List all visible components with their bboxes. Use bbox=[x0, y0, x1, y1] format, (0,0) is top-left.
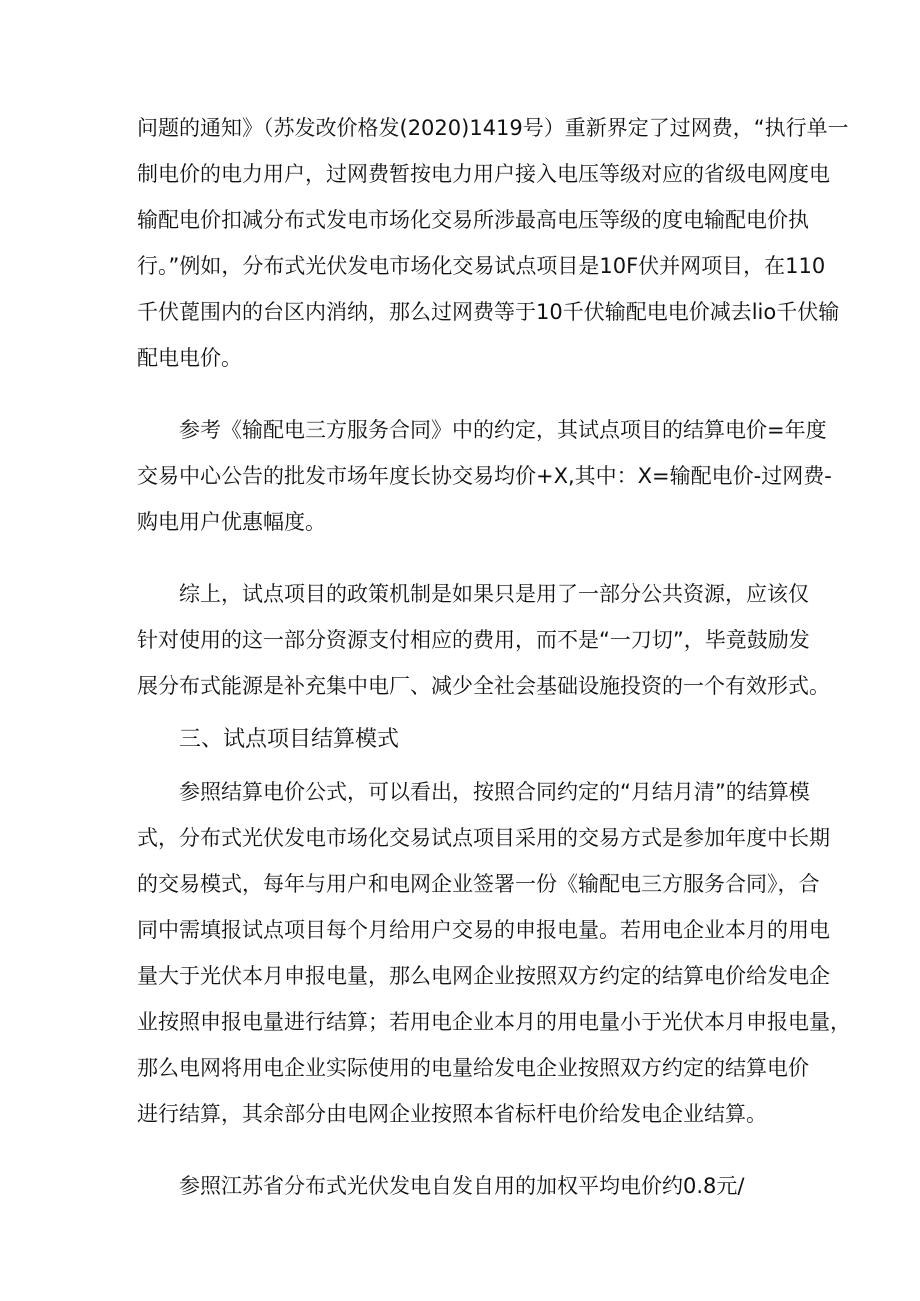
text-line: 参照江苏省分布式光伏发电自发自用的加权平均电价约0.8元/ bbox=[179, 1174, 745, 1198]
text-line: 参考《输配电三方服务合同》中的约定，其试点项目的结算电价=年度 bbox=[179, 418, 827, 442]
text-line: 行。”例如，分布式光伏发电市场化交易试点项目是10F伏并网项目，在110 bbox=[137, 254, 826, 278]
paragraph-3 bbox=[137, 571, 830, 709]
paragraph-4 bbox=[137, 769, 851, 1137]
text-line: 式，分布式光伏发电市场化交易试点项目采用的交易方式是参加年度中长期 bbox=[137, 826, 830, 850]
section-heading: 三、试点项目结算模式 bbox=[179, 727, 400, 752]
text-line: 参照结算电价公式，可以看出，按照合同约定的“月结月清”的结算模 bbox=[179, 780, 810, 804]
text-line: 制电价的电力用户，过网费暂按电力用户接入电压等级对应的省级电网度电 bbox=[137, 162, 830, 186]
text-line: 针对使用的这一部分资源支付相应的费用，而不是“一刀切”，毕竟鼓励发 bbox=[137, 628, 810, 652]
text-line: 那么电网将用电企业实际使用的电量给发电企业按照双方约定的结算电价 bbox=[137, 1056, 809, 1080]
text-line: 综上，试点项目的政策机制是如果只是用了一部分公共资源，应该仅 bbox=[179, 582, 809, 606]
text-line: 输配电价扣减分布式发电市场化交易所涉最高电压等级的度电输配电价执 bbox=[137, 208, 809, 232]
text-line: 交易中心公告的批发市场年度长协交易均价+X,其中：X=输配电价-过网费- bbox=[137, 464, 832, 488]
document-page bbox=[137, 105, 851, 1235]
text-line: 进行结算，其余部分由电网企业按照本省标杆电价给发电企业结算。 bbox=[137, 1102, 767, 1126]
paragraph-2 bbox=[137, 407, 832, 545]
text-line: 的交易模式，每年与用户和电网企业签署一份《输配电三方服务合同》，合 bbox=[137, 872, 820, 896]
text-line: 展分布式能源是补充集中电厂、减少全社会基础设施投资的一个有效形式。 bbox=[137, 674, 830, 698]
text-line: 业按照申报电量进行结算；若用电企业本月的用电量小于光伏本月申报电量， bbox=[137, 1010, 851, 1034]
paragraph-5 bbox=[137, 1163, 791, 1209]
text-line: 问题的通知》（苏发改价格发(2020)1419号）重新界定了过网费，“执行单一 bbox=[137, 116, 849, 140]
text-line: 千伏蓖围内的台区内消纳，那么过网费等于10千伏输配电电价减去lio千伏输 bbox=[137, 300, 840, 324]
text-line: 购电用户优惠幅度。 bbox=[137, 510, 326, 534]
text-line: 量大于光伏本月申报电量，那么电网企业按照双方约定的结算电价给发电企 bbox=[137, 964, 830, 988]
paragraph-1 bbox=[137, 105, 849, 381]
text-line: 同中需填报试点项目每个月给用户交易的申报电量。若用电企业本月的用电 bbox=[137, 918, 830, 942]
text-line: 配电电价。 bbox=[137, 346, 242, 370]
